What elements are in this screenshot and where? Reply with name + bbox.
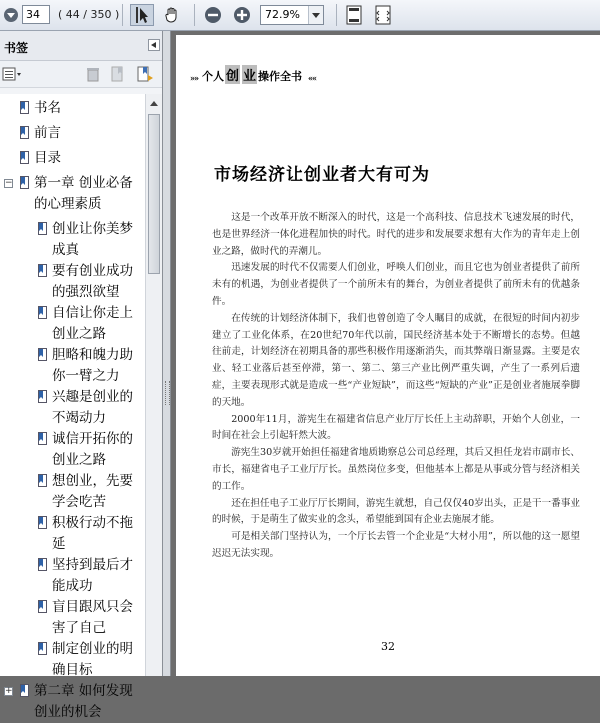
bookmark-item[interactable] [0,173,145,215]
splitter-grip[interactable] [165,381,170,405]
hand-tool-icon[interactable] [160,4,184,26]
bookmark-icon [18,126,30,140]
bookmark-item[interactable] [0,681,145,723]
bookmark-label: 要有创业成功的强烈欲望 [52,263,133,300]
page-number-input[interactable]: 34 [22,5,50,24]
bookmark-label: 想创业，先要学会吃苦 [52,473,133,510]
bookmark-item[interactable] [0,555,145,597]
toolbar-separator [336,4,337,26]
running-head-mark-left: »» [190,73,198,83]
bookmark-item[interactable] [0,261,145,303]
running-head-text: 个人 [202,70,224,83]
paragraph: 2000年11月，游宪生在福建省信息产业厅厅长任上主动辞职，开始个人创业，一时间在社会上引起轩然大波。 [212,413,580,442]
bookmark-item[interactable] [0,387,145,429]
bookmark-label: 自信让你走上创业之路 [52,305,133,342]
running-head-text: 操作全书 [258,70,303,83]
panel-header [0,31,162,61]
bookmark-label: 积极行动不拖延 [52,515,133,552]
collapse-panel-icon[interactable] [148,39,160,51]
bookmark-label: 第一章 创业必备的心理素质 [34,175,133,212]
bookmark-icon [36,516,48,530]
paragraph: 游宪生30岁就开始担任福建省地质勘察总公司总经理，其后又担任龙岩市副市长、市长，福建省电子工业厅厅长。虽然岗位多变，但他基本上都是从事或分管与经济相关的工作。 [212,447,580,492]
bookmark-item[interactable] [0,303,145,345]
bookmark-item[interactable] [0,639,145,681]
bookmark-label: 第二章 如何发现创业的机会 [34,683,133,720]
bookmark-label: 前言 [34,125,61,141]
toolbar-separator [122,4,123,26]
running-head-stamp: 创 [225,65,240,84]
select-tool-icon[interactable] [130,4,154,26]
bookmark-item[interactable] [0,513,145,555]
panel-toolbar [0,61,162,88]
expand-icon[interactable]: + [5,686,13,696]
bookmark-label: 坚持到最后才能成功 [52,557,133,594]
bookmark-icon [18,684,30,698]
bookmark-icon [36,600,48,614]
bookmark-icon [36,348,48,362]
paragraph: 还在担任电子工业厅厅长期间，游宪生就想，自己仅仅40岁出头，正是干一番事业的时候，于是萌生了做实业的念头，希望能到国有企业去施展才能。 [212,497,580,526]
toolbar-separator [194,4,195,26]
body-text [212,210,580,563]
bookmark-icon [36,306,48,320]
scroll-up-icon[interactable] [149,98,159,108]
bookmark-icon [36,642,48,656]
bookmark-label: 胆略和魄力助你一臂之力 [52,347,133,384]
fit-page-icon[interactable] [343,4,365,26]
expand-bookmark-icon[interactable] [136,65,154,83]
bookmark-item[interactable] [0,429,145,471]
bookmark-item[interactable] [0,219,145,261]
bookmark-label: 诚信开拓你的创业之路 [52,431,133,468]
paragraph: 这是一个改革开放不断深入的时代，这是一个高科技、信息技术飞速发展的时代，也是世界经济一体化进程加快的时代。时代的进步和发展要求想有大作为的青年走上创业之路，做时代的弄潮儿。 [212,212,580,257]
delete-bookmark-icon[interactable] [86,65,100,83]
bookmark-item[interactable] [0,98,145,119]
bookmark-label: 制定创业的明确目标 [52,641,133,678]
bookmark-icon [18,101,30,115]
bookmark-icon [36,390,48,404]
bookmarks-panel [0,31,163,720]
bookmark-label: 兴趣是创业的不竭动力 [52,389,133,426]
scrollbar-thumb[interactable] [148,114,160,274]
bookmark-icon [36,432,48,446]
bookmark-icon [36,558,48,572]
page-count: ( 44 / 350 ) [58,8,120,21]
page-down-icon[interactable] [2,4,20,26]
chevron-down-icon[interactable] [308,6,323,24]
bookmark-tree [0,94,145,720]
bookmark-item[interactable] [0,123,145,144]
bookmark-label: 书名 [34,100,61,116]
toolbar [0,0,600,31]
bookmark-item[interactable] [0,471,145,513]
zoom-select[interactable]: 72.9% [260,5,324,25]
options-icon[interactable] [2,65,22,83]
bookmark-scrollbar[interactable] [145,94,162,676]
running-head-stamp: 业 [242,65,257,84]
bookmark-label: 创业让你美梦成真 [52,221,133,258]
new-bookmark-icon[interactable] [110,65,126,83]
zoom-out-icon[interactable] [202,4,224,26]
bookmark-item[interactable] [0,597,145,639]
bookmark-icon [18,176,30,190]
paragraph: 迅速发展的时代不仅需要人们创业，呼唤人们创业，而且它也为创业者提供了前所未有的机遇，为创业者提供了一个前所未有的舞台，为创业者提供了前所未有的优越条件。 [212,262,580,307]
chapter-title: 市场经济让创业者大有可为 [214,165,430,185]
panel-splitter[interactable] [163,31,171,676]
bookmark-icon [36,474,48,488]
zoom-in-icon[interactable] [231,4,253,26]
bookmark-item[interactable] [0,345,145,387]
document-page [176,35,600,676]
page-number: 32 [381,640,395,653]
bookmark-label: 目录 [34,150,61,166]
running-head-mark-right: «« [308,73,317,83]
bookmark-icon [36,264,48,278]
paragraph: 在传统的计划经济体制下，我们也曾创造了令人瞩目的成就，在很短的时间内初步建立了工业化体系，在20世纪70年代以前，国民经济基本处于不断增长的态势。但越往前走，计划经济在初期具备的那些积极作用逐渐消失，而其弊端日渐显露。主要是农业、轻工业落后甚至停滞，第一、第二、第三产业比例严重失调，产生了一系列后遗症，主要表现形式就是造成一些“产业短缺”，而这些“短缺的产业”正是创业者施展拳脚的天地。 [212,312,580,408]
bookmark-icon [36,222,48,236]
bookmark-icon [18,151,30,165]
panel-title: 书签 [4,41,29,55]
bookmark-label: 盲目跟风只会害了自己 [52,599,133,636]
running-head [190,65,320,84]
bookmark-item[interactable] [0,148,145,169]
collapse-icon[interactable]: − [5,178,13,188]
fit-width-icon[interactable] [372,4,394,26]
paragraph: 可是相关部门坚持认为，一个厅长去管一个企业是“大材小用”，所以他的这一愿望迟迟无法实现。 [212,531,580,559]
